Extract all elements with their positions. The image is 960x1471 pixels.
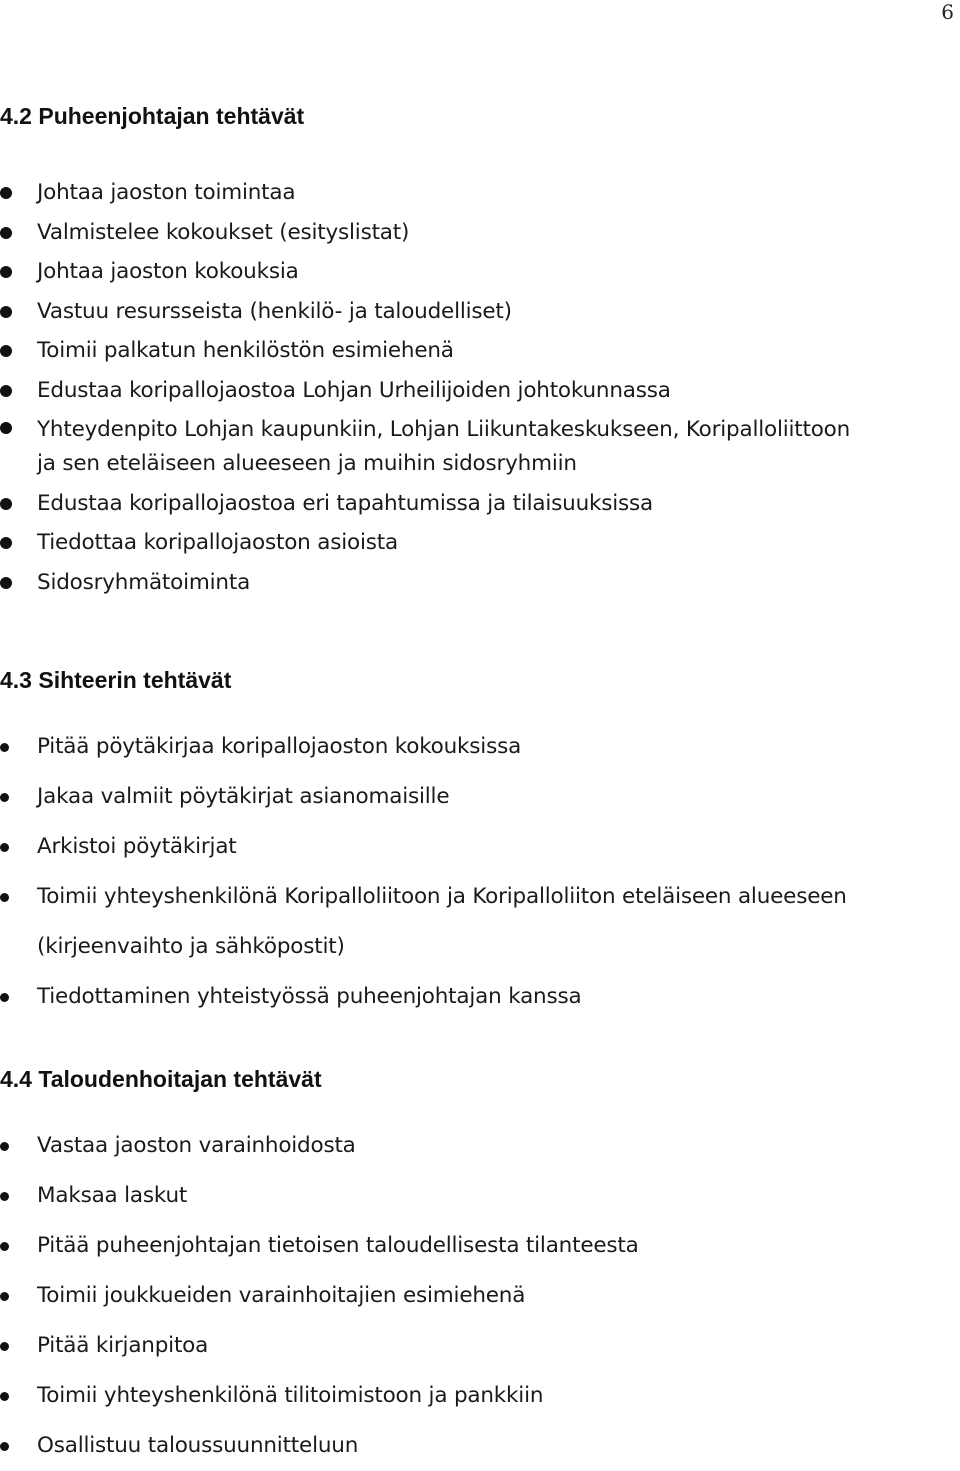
list-item-text: Johtaa jaoston toimintaa <box>37 180 296 205</box>
list-item-text: Pitää pöytäkirjaa koripallojaoston kokouksissa <box>37 734 522 759</box>
bullet-list-4-2 <box>0 173 960 602</box>
bullet-icon <box>0 1242 9 1251</box>
list-item-text: Toimii joukkueiden varainhoitajien esimiehenä <box>37 1283 526 1308</box>
list-item-text: Yhteydenpito Lohjan kaupunkiin, Lohjan Liikuntakeskukseen, Koripalloliittoon <box>37 416 851 442</box>
bullet-icon <box>0 743 9 752</box>
list-item <box>0 1171 960 1221</box>
list-item-text: Jakaa valmiit pöytäkirjat asianomaisille <box>37 784 450 809</box>
bullet-icon <box>0 266 12 278</box>
list-item-text: Tiedottaminen yhteistyössä puheenjohtajan kanssa <box>37 984 582 1009</box>
list-item-text: ja sen eteläiseen alueeseen ja muihin sidosryhmiin <box>37 450 577 476</box>
list-item-text: Toimii yhteyshenkilönä tilitoimistoon ja pankkiin <box>37 1383 544 1408</box>
list-item-text: Valmistelee kokoukset (esityslistat) <box>37 219 410 245</box>
list-item-text: Edustaa koripallojaostoa eri tapahtumissa ja tilaisuuksissa <box>37 490 654 516</box>
list-item-text: Pitää puheenjohtajan tietoisen taloudellisesta tilanteesta <box>37 1233 639 1258</box>
list-item <box>0 1271 960 1321</box>
list-item <box>0 772 960 822</box>
bullet-icon <box>0 1392 9 1401</box>
list-item-text: Maksaa laskut <box>37 1183 188 1208</box>
bullet-icon <box>0 1442 9 1451</box>
list-item <box>0 484 960 524</box>
list-item-text: Tiedottaa koripallojaoston asioista <box>37 530 398 555</box>
list-item <box>0 523 960 563</box>
list-item <box>0 331 960 371</box>
list-item <box>0 173 960 213</box>
list-item <box>0 1421 960 1471</box>
bullet-icon <box>0 306 12 318</box>
list-item-text: Pitää kirjanpitoa <box>37 1333 209 1358</box>
list-item-text: Johtaa jaoston kokouksia <box>37 259 299 284</box>
list-item <box>0 1371 960 1421</box>
list-item-text: Vastaa jaoston varainhoidosta <box>37 1133 356 1158</box>
list-item <box>0 972 960 1022</box>
list-item-text: Arkistoi pöytäkirjat <box>37 834 237 859</box>
bullet-icon <box>0 1342 9 1351</box>
section-heading-4-4: 4.4 Taloudenhoitajan tehtävät <box>0 1066 322 1092</box>
page-number: 6 <box>941 0 954 24</box>
bullet-list-4-4 <box>0 1121 960 1471</box>
list-item <box>0 410 960 484</box>
bullet-icon <box>0 577 12 589</box>
list-item-text: Osallistuu taloussuunnitteluun <box>37 1433 359 1458</box>
bullet-icon <box>0 187 12 199</box>
list-item <box>0 1121 960 1171</box>
list-item <box>0 1321 960 1371</box>
bullet-icon <box>0 993 9 1002</box>
bullet-icon <box>0 537 12 549</box>
bullet-icon <box>0 345 12 357</box>
bullet-icon <box>0 843 9 852</box>
section-heading-4-3: 4.3 Sihteerin tehtävät <box>0 667 232 693</box>
list-item <box>0 872 960 972</box>
bullet-icon <box>0 385 12 397</box>
bullet-icon <box>0 893 9 902</box>
list-item <box>0 1221 960 1271</box>
bullet-icon <box>0 1192 9 1201</box>
bullet-icon <box>0 422 12 434</box>
section-heading-4-2: 4.2 Puheenjohtajan tehtävät <box>0 103 305 129</box>
bullet-icon <box>0 1142 9 1151</box>
bullet-icon <box>0 227 12 239</box>
bullet-icon <box>0 498 12 510</box>
list-item <box>0 213 960 253</box>
list-item <box>0 563 960 603</box>
bullet-list-4-3 <box>0 722 960 1022</box>
list-item <box>0 822 960 872</box>
list-item <box>0 371 960 411</box>
list-item <box>0 722 960 772</box>
list-item-text: (kirjeenvaihto ja sähköpostit) <box>37 934 345 959</box>
list-item-text: Vastuu resursseista (henkilö- ja taloudelliset) <box>37 298 512 324</box>
list-item-text: Toimii palkatun henkilöstön esimiehenä <box>37 338 454 363</box>
list-item-text: Toimii yhteyshenkilönä Koripalloliitoon ja Koripalloliiton eteläiseen alueeseen <box>37 884 847 909</box>
bullet-icon <box>0 1292 9 1301</box>
bullet-icon <box>0 793 9 802</box>
list-item <box>0 252 960 292</box>
list-item-text: Edustaa koripallojaostoa Lohjan Urheilijoiden johtokunnassa <box>37 377 671 403</box>
list-item <box>0 292 960 332</box>
list-item-text: Sidosryhmätoiminta <box>37 569 251 595</box>
